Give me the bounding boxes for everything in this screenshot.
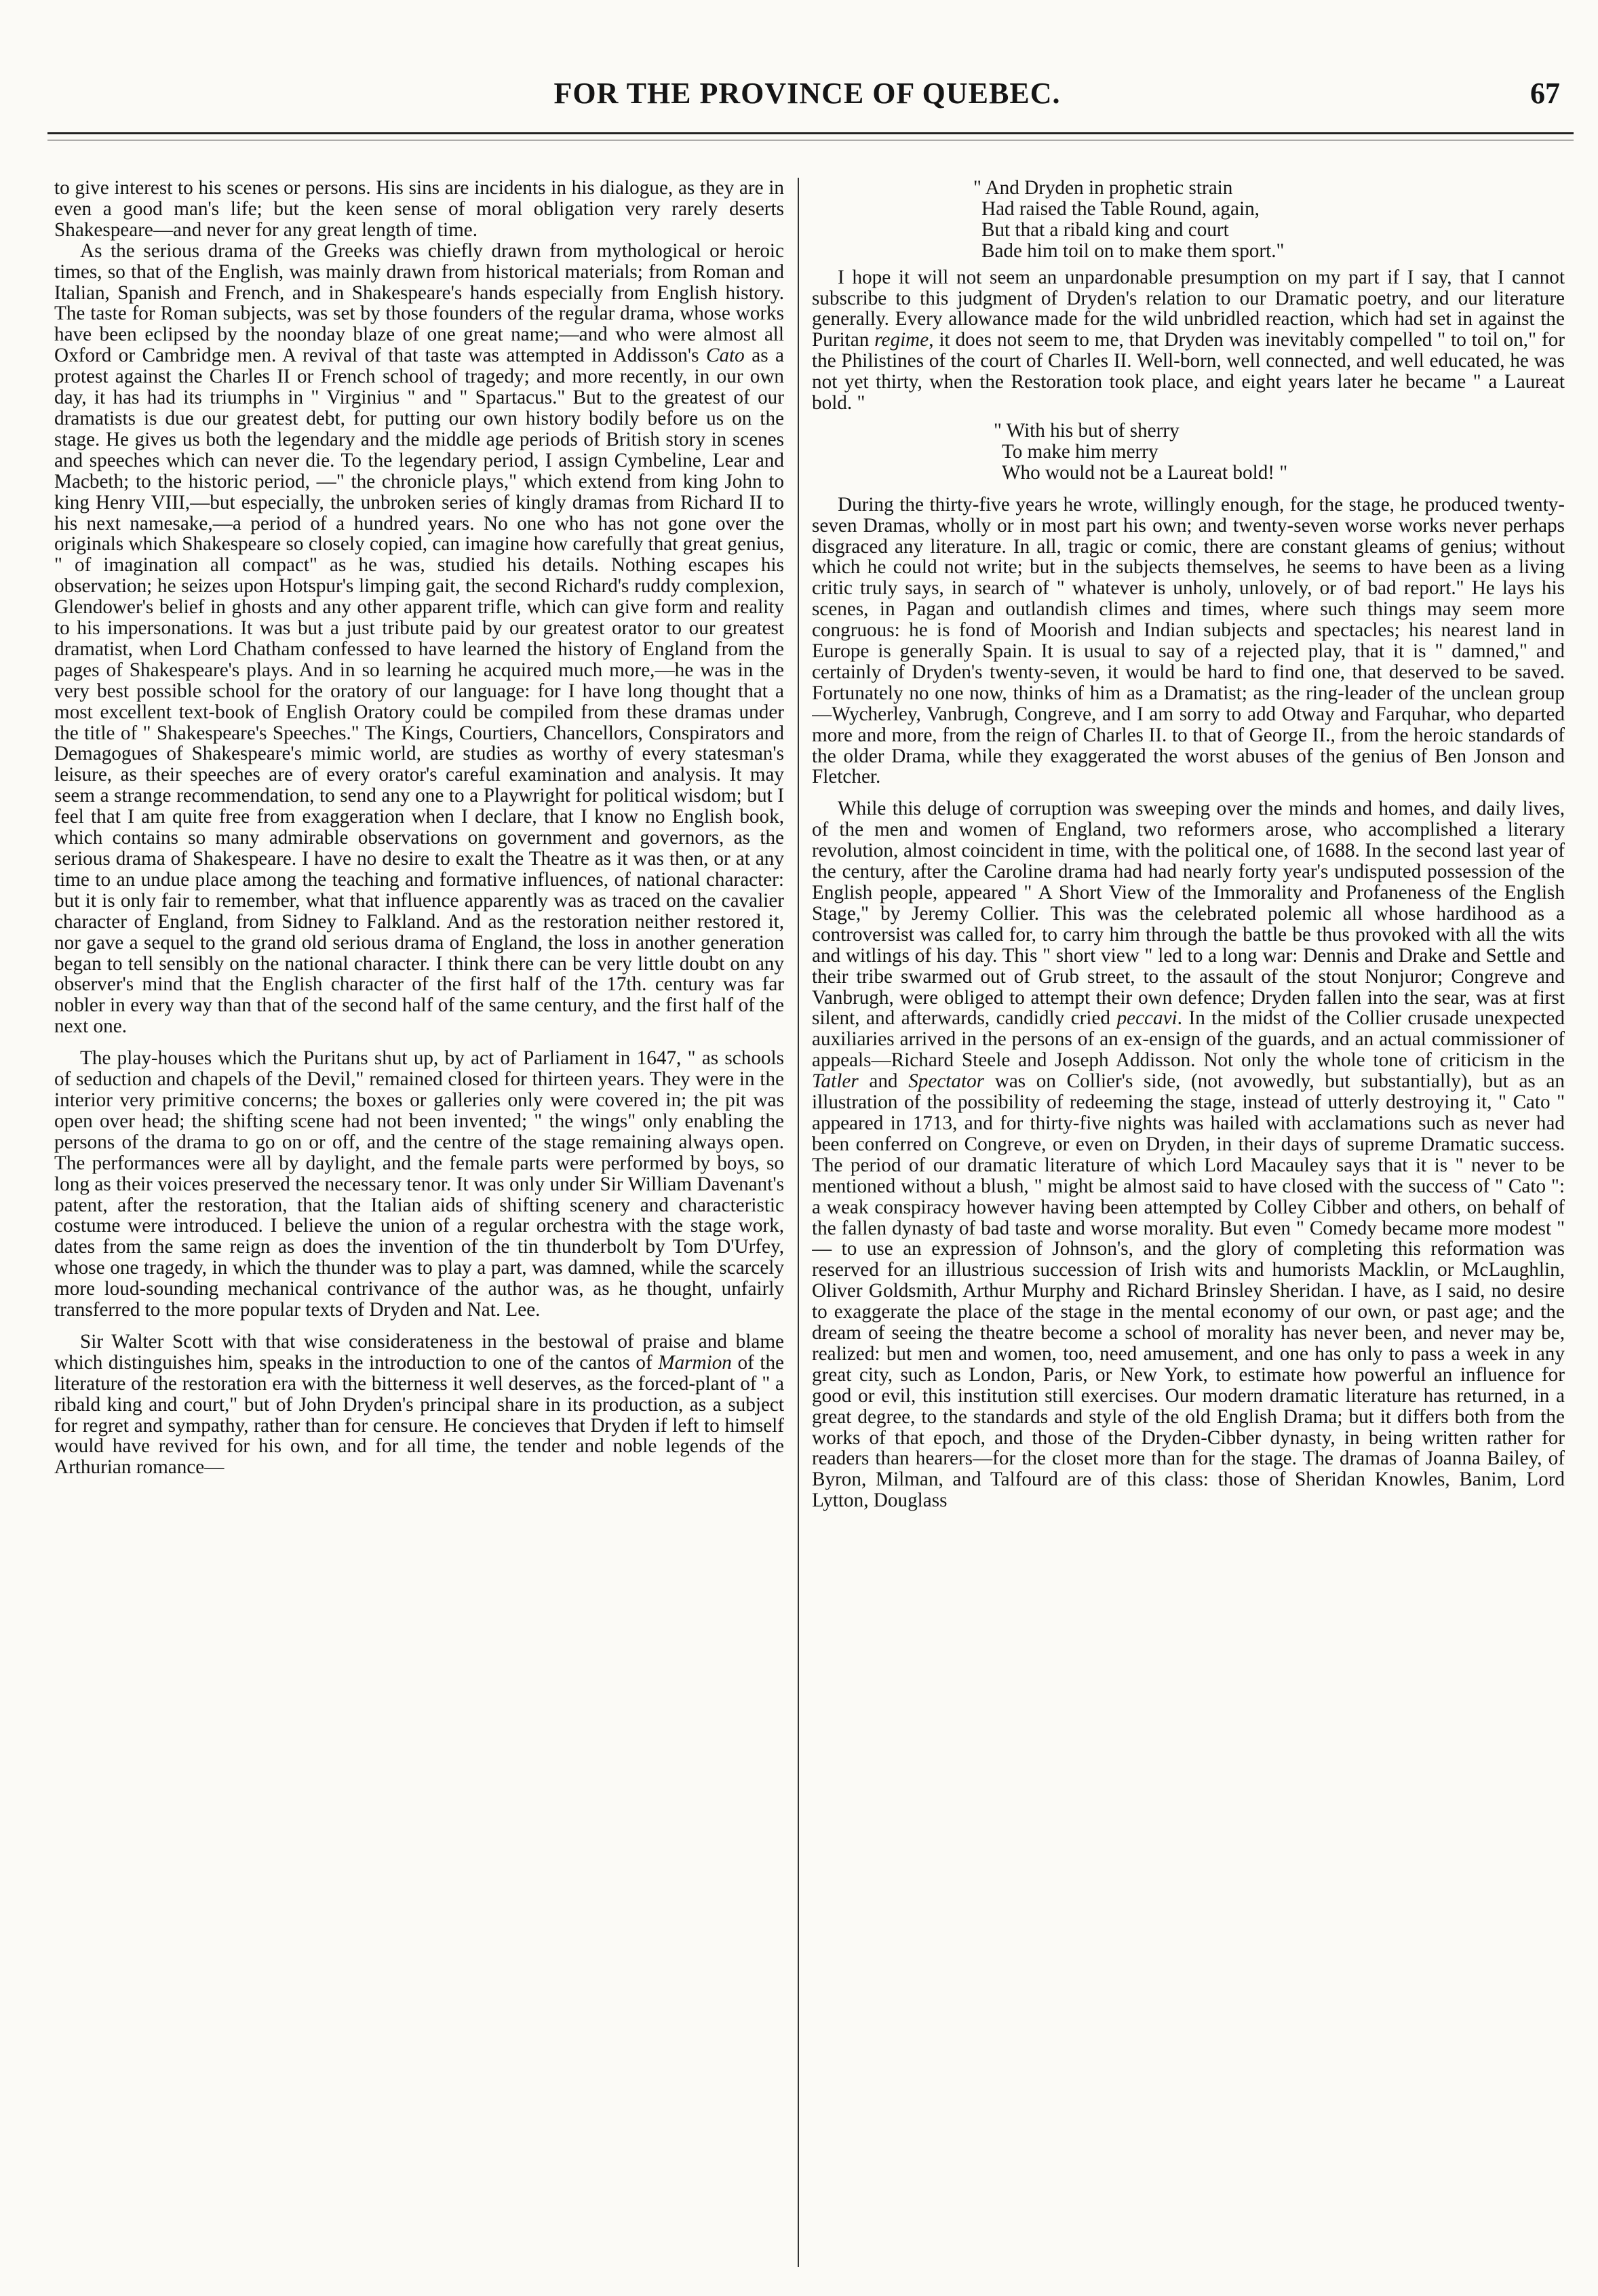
running-header bbox=[54, 76, 1560, 123]
running-title: FOR THE PROVINCE OF QUEBEC. bbox=[553, 77, 1061, 110]
paragraph-walter-scott: Sir Walter Scott with that wise considerateness in the bestowal of praise and blame which distinguishes him, speaks in the introduction to one of the cantos of Marmion of the literature of the restoration era with the bitterness it well deserves, as the forced-plant of " a ribald king and court," but of John Dryden's principal share in its production, as a subject for regret and sympathy, rather than for censure. He concieves that Dryden if left to himself would have revived for his own, and for all time, the tender and noble legends of the Arthurian romance— bbox=[54, 1330, 784, 1479]
verse-line: " And Dryden in prophetic strain bbox=[973, 178, 1233, 199]
right-column bbox=[812, 178, 1565, 2260]
word-regime: regime bbox=[874, 329, 929, 351]
left-column bbox=[54, 178, 784, 2260]
verse-line: But that a ribald king and court bbox=[981, 218, 1229, 241]
paragraph-continuation: to give interest to his scenes or persons. His sins are incidents in his dialogue, as they are in even a good man's life; but the keen sense of moral obligation very rarely deserts Shakespeare—and never for any great length of time. bbox=[54, 178, 784, 241]
verse-line: Had raised the Table Round, again, bbox=[981, 197, 1260, 220]
paragraph-greek-drama: As the serious drama of the Greeks was chiefly drawn from mythological or heroic times, so that of the English, was mainly drawn from historical materials; from Roman and Italian, Spanish and French, and in Shakespeare's hands especially from English history. The taste for Roman subjects, was set by those founders of the regular drama, whose works have been eclipsed by the noonday blaze of one great name;—and who were almost all Oxford or Cambridge men. A revival of that taste was attempted in Addisson's Cato as a protest against the Charles II or French school of tragedy; and more recently, in our own day, it has had its triumphs in " Virginius " and " Spartacus." But to the greatest of our dramatists is due our greatest debt, for putting our own history bodily before us on the stage. He gives us both the legendary and the middle age periods of British story in scenes and speeches which can never die. To the legendary period, I assign Cymbeline, Lear and Macbeth; to the historic period, —" the chronicle plays," which extend from king John to king Henry VIII,—but especially, the unbroken series of kingly dramas from Richard II to his next namesake,—a period of a hundred years. No one who has not gone over the originals which Shakespeare so closely copied, can imagine how carefully that great genius, " of imagination all compact" as he was, studied his details. Nothing escapes his observation; he seizes upon Hotspur's limping gait, the second Richard's ruddy complexion, Glendower's belief in ghosts and any other apparent trifle, which can give form and reality to his impersonations. It was but a just tribute paid by our greatest orator to our greatest dramatist, when Lord Chatham confessed to have learned the history of England from the pages of Shakespeare's plays. And in so learning he acquired much more,—he was in the very best possible school for the oratory of our language: for I have long thought that a most excellent text-book of English Oratory could be compiled from these dramas under the title of " Shakespeare's Speeches." The Kings, Courtiers, Chancellors, Conspirators and Demagogues of Shakespeare's mimic world, are studies as worthy of every statesman's leisure, as their speeches are of every orator's careful examination and analysis. It may seem a strange recommendation, to send any one to a Playwright for political wisdom; but I feel that I am quite free from exaggeration when I declare, that I know no English book, which contains so many admirable observations on government and governors, as the serious drama of Shakespeare. I have no desire to exalt the Theatre as it was then, or at any time to an undue place among the teaching and formative influences, of national character: but it is only fair to remember, what that influence apparently was as traced on the cavalier character of England, from Sidney to Falkland. And as the restoration neither restored it, nor gave a sequel to the grand old serious drama of England, the loss in another generation began to tell sensibly on the national character. I think there can be very little doubt on any observer's mind that the English character of the first half of the 17th. century was far nobler in every way than that of the second half of the same century, and the first half of the next one. bbox=[54, 239, 784, 1038]
verse-line: Bade him toil on to make them sport." bbox=[981, 239, 1285, 262]
paragraph-collier-reform: While this deluge of corruption was sweeping over the minds and homes, and daily lives, of the men and women of England, two reformers arose, who accomplished a literary revolution, almost coincident in time, with the political one, of 1688. In the second last year of the century, after the Caroline drama had had nearly forty year's undisputed possession of the English people, appeared " A Short View of the Immorality and Profaneness of the English Stage," by Jeremy Collier. This was the celebrated polemic all whose hardihood as a controversist was called for, to carry him through the battle be thus provoked with all the wits and witlings of his day. This " short view " led to a long war: Dennis and Drake and Settle and their tribe swarmed out of Grub street, to the assault of the stout Nonjuror; Congreve and Vanbrugh, were obliged to attempt their own defence; Dryden fallen into the sear, was at first silent, and afterwards, candidly cried peccavi. In the midst of the Collier crusade unexpected auxiliaries arrived in the persons of an ex-ensign of the guards, and an actual commissioner of appeals—Richard Steele and Joseph Addisson. Not only the whole tone of criticism in the Tatler and Spectator was on Collier's side, (not avowedly, but substantially), but as an illustration of the possibility of redeeming the stage, instead of utterly destroying it, " Cato " appeared in 1713, and for thirty-five nights was hailed with acclamations such as never had been conferred on Congreve, or even on Dryden, in their days of supreme Dramatic success. The period of our dramatic literature of which Lord Macauley says that it is " never to be mentioned without a blush, " might be almost said to have closed with the success of " Cato ": a weak conspiracy however having been attempted by Colley Cibber and others, on behalf of the fallen dynasty of bad taste and worse morality. But even " Comedy became more modest " — to use an expression of Johnson's, and the glory of completing this reformation was reserved for an illustrious succession of Irish wits and humorists Macklin, or McLaughlin, Oliver Goldsmith, Arthur Murphy and Richard Brinsley Sheridan. I have, as I said, no desire to exaggerate the place of the stage in the mental economy of our own, or past age; and the dream of seeing the theatre become a school of morality has never been, and never may be, realized: but men and women, too, need amusement, and one has only to pass a week in any great city, such as London, Paris, or New York, to estimate how powerful an influence for good or evil, this institution still exercises. Our modern dramatic literature has returned, in a great degree, to the standards and style of the old English Drama; but it differs both from the works of that epoch, and those of the Dryden-Cibber dynasty, in being written rather for readers than hearers—for the closet more than for the stage. The dramas of Joanna Bailey, of Byron, Milman, and Talfourd are of this class: those of Sheridan Knowles, Banim, Lord Lytton, Douglass bbox=[812, 798, 1565, 1512]
title-tatler: Tatler bbox=[812, 1070, 859, 1093]
verse-marmion bbox=[812, 178, 1565, 262]
page-number: 67 bbox=[1530, 77, 1560, 110]
title-cato: Cato bbox=[706, 345, 745, 367]
verse-laureat bbox=[812, 421, 1565, 484]
paragraph-dryden-dramas: During the thirty-five years he wrote, willingly enough, for the stage, he produced twenty-seven Dramas, wholly or in most part his own; and twenty-seven worse works never perhaps disgraced any literature. In all, tragic or comic, there are constant gleams of genius; without which he could not write; but in the subjects themselves, he seems to have been as a living critic truly says, in search of " whatever is unholy, unlovely, or of bad report." He lays his scenes, in Pagan and outlandish climes and times, where such things may seem more congruous: he is fond of Moorish and Indian subjects and spectacles; his nearest land in Europe is generally Spain. It is usual to say of a rejected play, that it is " damned," and certainly of Dryden's twenty-seven, it would be hard to find one, that deserved to be saved. Fortunately no one now, thinks of him as a Dramatist; as the ring-leader of the unclean group—Wycherley, Vanbrugh, Congreve, and I am sorry to add Otway and Farquhar, who departed more and more, from the reign of Charles II. to that of George II., from the heroic standards of the older Drama, while they exaggerated the worst abuses of the genius of Ben Jonson and Fletcher. bbox=[812, 493, 1565, 788]
verse-line: Who would not be a Laureat bold! " bbox=[1002, 461, 1288, 484]
title-spectator: Spectator bbox=[908, 1070, 985, 1093]
verse-line: To make him merry bbox=[1002, 440, 1158, 463]
header-rule-thick bbox=[47, 132, 1574, 134]
verse-line: " With his but of sherry bbox=[994, 419, 1180, 442]
paragraph-play-houses: The play-houses which the Puritans shut up, by act of Parliament in 1647, " as schools of seduction and chapels of the Devil," remained closed for thirteen years. They were in the interior very primitive concerns; the boxes or galleries only were covered in; the pit was open over head; the shifting scene had not been invented; " the wings" only enabling the persons of the drama to go on or off, and the centre of the stage remaining always open. The performances were all by daylight, and the female parts were performed by boys, so long as their voices preserved the necessary tenor. It was only under Sir William Davenant's patent, after the restoration, that the Italian aids of shifting scenery and characteristic costume were introduced. I believe the union of a regular orchestra with the stage work, dates from the same reign as does the invention of the tin thunderbolt by Tom D'Urfey, whose one tragedy, in which the thunder was to play a part, was damned, while the scarcely more loud-sounding mechanical contrivance of the author was, as he thought, unfairly transferred to the more popular texts of Dryden and Nat. Lee. bbox=[54, 1047, 784, 1321]
word-peccavi: peccavi bbox=[1116, 1007, 1177, 1030]
title-marmion: Marmion bbox=[658, 1351, 732, 1374]
column-divider bbox=[798, 178, 799, 2267]
paragraph-dryden-judgment: I hope it will not seem an unpardonable presumption on my part if I say, that I cannot subscribe to this judgment of Dryden's relation to our Dramatic poetry, and our literature generally. Every allowance made for the wild unbridled reaction, which had set in against the Puritan regime, it does not seem to me, that Dryden was inevitably compelled " to toil on," for the Philistines of the court of Charles II. Well-born, well connected, and well educated, he was not yet thirty, when the Restoration took place, and eight years later he became " a Laureat bold. " bbox=[812, 266, 1565, 414]
